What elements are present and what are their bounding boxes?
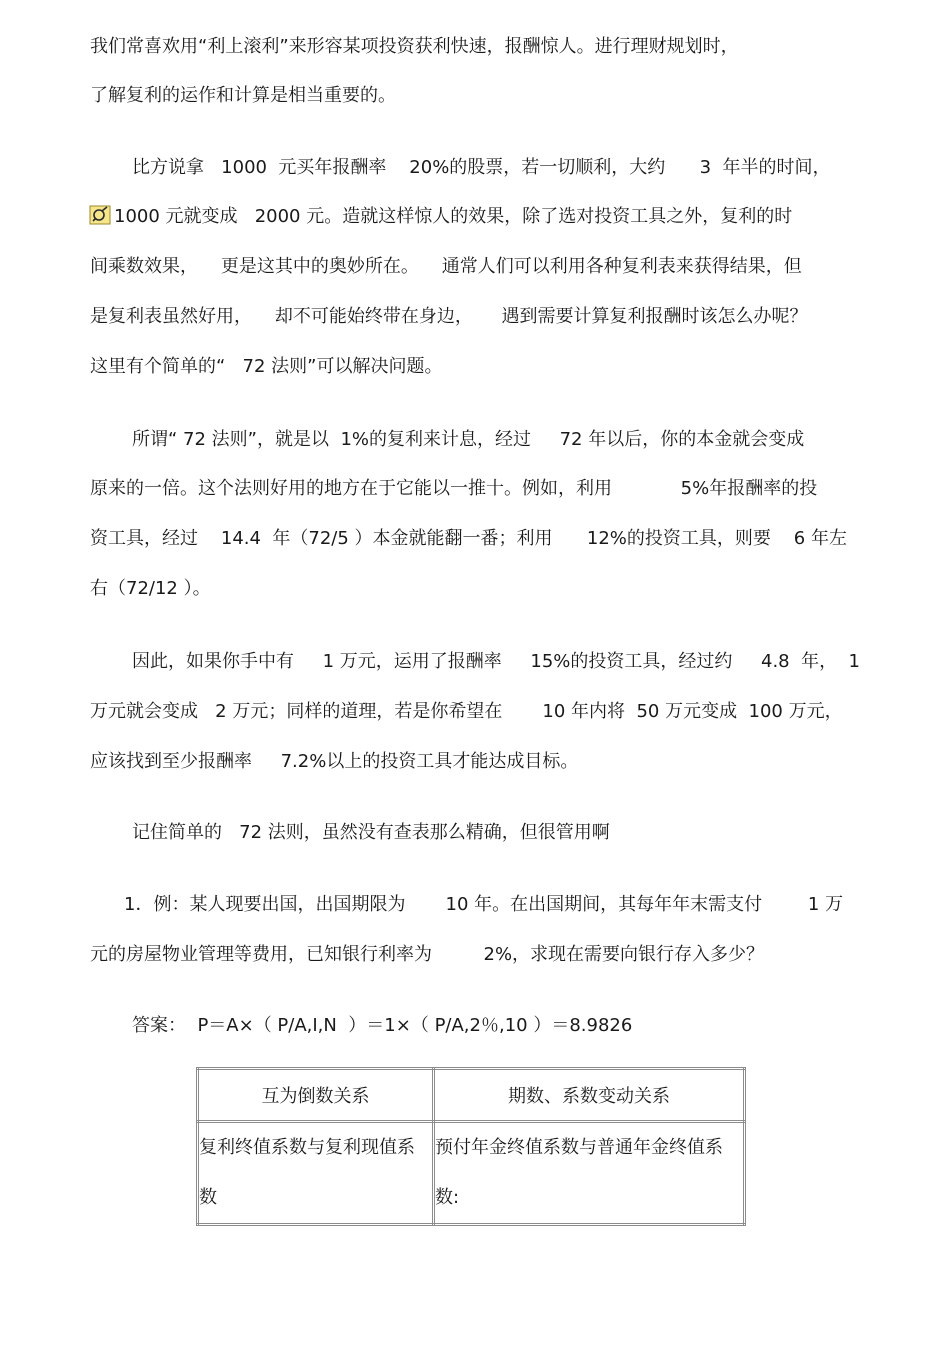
text-line-ex-2: 元的房屋物业管理等费用，已知银行利率为 2%，求现在需要向银行存入多少？ [90, 944, 765, 965]
note-icon [89, 205, 111, 225]
text-line-p2-1: 比方说拿 1000 元买年报酬率 20%的股票，若一切顺利，大约 3 年半的时间， [132, 157, 831, 178]
text-line-intro-1: 我们常喜欢用“利上滚利”来形容某项投资获利快速，报酬惊人。进行理财规划时， [90, 36, 739, 57]
text-line-p2-5: 这里有个简单的“ 72 法则”可以解决问题。 [90, 356, 443, 377]
table-cell: 预付年金终值系数与普通年金终值系数: [434, 1122, 745, 1225]
text-line-p3-3: 资工具，经过 14.4 年（72/5 ）本金就能翻一番；利用 12%的投资工具，则要 6 年左 [90, 528, 847, 549]
table-cell: 复利终值系数与复利现值系数 [198, 1122, 434, 1225]
table-header-row [198, 1069, 745, 1122]
text-line-answer: 答案： P＝A×（ P/A,I,N ）＝1×（ P/A,2％,10 ）＝8.9826 [132, 1015, 633, 1036]
text-line-p3-4: 右（72/12 ）。 [90, 578, 211, 599]
text-line-p4-1: 因此，如果你手中有 1 万元，运用了报酬率 15%的投资工具，经过约 4.8 年， 1 [132, 651, 860, 672]
text-line-p2-3: 间乘数效果， 更是这其中的奥妙所在。 通常人们可以利用各种复利表来获得结果，但 [90, 256, 802, 277]
text-line-p3-1: 所谓“ 72 法则”，就是以 1%的复利来计息，经过 72 年以后，你的本金就会变成 [132, 429, 805, 450]
text-line-intro-2: 了解复利的运作和计算是相当重要的。 [90, 85, 396, 106]
text-line-ex-1: 1．例：某人现要出国，出国期限为 10 年。在出国期间，其每年年末需支付 1 万 [124, 894, 844, 915]
text-line-p4-3: 应该找到至少报酬率 7.2%以上的投资工具才能达成目标。 [90, 751, 579, 772]
table-header-cell: 互为倒数关系 [198, 1069, 434, 1122]
relations-table [196, 1067, 746, 1226]
table-header-cell: 期数、系数变动关系 [434, 1069, 745, 1122]
text-line-p5-1: 记住简单的 72 法则，虽然没有查表那么精确，但很管用啊 [132, 822, 610, 843]
text-line-p2-2: 1000 元就变成 2000 元。造就这样惊人的效果，除了选对投资工具之外，复利的时 [114, 206, 793, 227]
text-line-p3-2: 原来的一倍。这个法则好用的地方在于它能以一推十。例如，利用 5%年报酬率的投 [90, 478, 818, 499]
text-line-p2-4: 是复利表虽然好用， 却不可能始终带在身边， 遇到需要计算复利报酬时该怎么办呢？ [90, 306, 808, 327]
table-row [198, 1122, 745, 1225]
text-line-p4-2: 万元就会变成 2 万元；同样的道理，若是你希望在 10 年内将 50 万元变成 100 万元， [90, 701, 843, 722]
